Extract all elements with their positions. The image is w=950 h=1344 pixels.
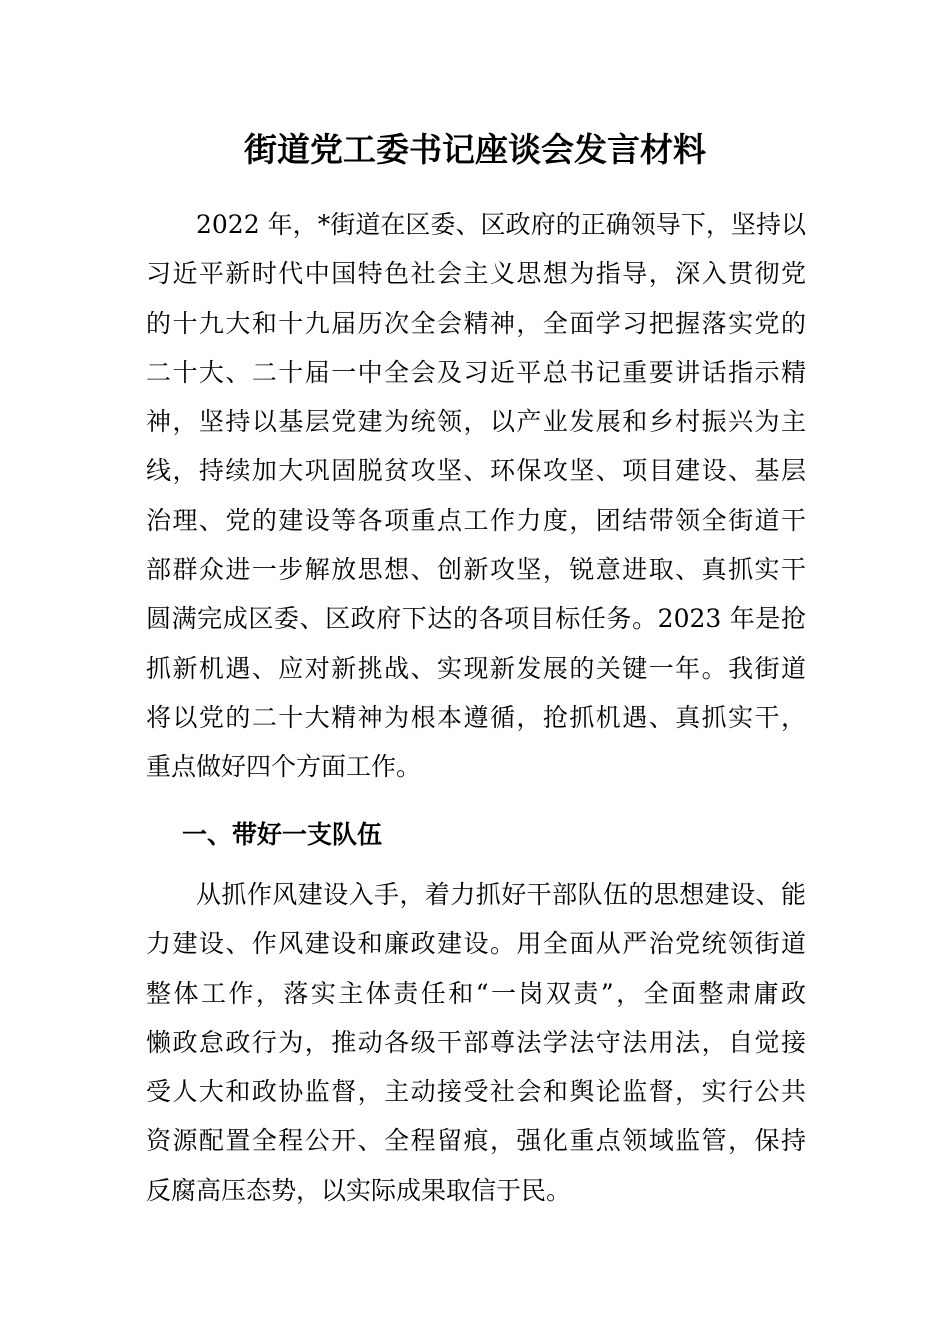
paragraph-line: 将以党的二十大精神为根本遵循，抢抓机遇、真抓实干， — [146, 702, 806, 732]
paragraph-line: 治理、党的建设等各项重点工作力度，团结带领全街道干 — [146, 505, 806, 535]
paragraph-line: 反腐高压态势，以实际成果取信于民。 — [146, 1175, 572, 1205]
paragraph-line: 资源配置全程公开、全程留痕，强化重点领域监管，保持 — [146, 1126, 806, 1156]
paragraph-line: 习近平新时代中国特色社会主义思想为指导，深入贯彻党 — [146, 259, 806, 289]
document-title: 街道党工委书记座谈会发言材料 — [244, 130, 706, 169]
paragraph-line: 线，持续加大巩固脱贫攻坚、环保攻坚、项目建设、基层 — [146, 456, 806, 486]
paragraph-line: 抓新机遇、应对新挑战、实现新发展的关键一年。我街道 — [146, 653, 806, 683]
paragraph-intro — [146, 200, 806, 792]
paragraph-line: 从抓作风建设入手，着力抓好干部队伍的思想建设、能 — [196, 880, 806, 909]
paragraph-line: 整体工作，落实主体责任和“一岗双责”，全面整肃庸政 — [146, 978, 806, 1008]
paragraph-line: 2022 年，*街道在区委、区政府的正确领导下，坚持以 — [196, 210, 806, 239]
paragraph-line: 神，坚持以基层党建为统领，以产业发展和乡村振兴为主 — [146, 407, 806, 437]
paragraph-line: 二十大、二十届一中全会及习近平总书记重要讲话指示精 — [146, 357, 806, 387]
section-heading-1: 一、带好一支队伍 — [182, 820, 383, 849]
paragraph-line: 部群众进一步解放思想、创新攻坚，锐意进取、真抓实干 — [146, 555, 806, 585]
paragraph-line: 力建设、作风建设和廉政建设。用全面从严治党统领街道 — [146, 929, 806, 959]
paragraph-section-1 — [146, 870, 806, 1215]
paragraph-line: 的十九大和十九届历次全会精神，全面学习把握落实党的 — [146, 308, 806, 338]
paragraph-line: 重点做好四个方面工作。 — [146, 752, 422, 782]
paragraph-line: 懒政怠政行为，推动各级干部尊法学法守法用法，自觉接 — [146, 1027, 806, 1057]
paragraph-line: 受人大和政协监督，主动接受社会和舆论监督，实行公共 — [146, 1077, 806, 1107]
paragraph-line: 圆满完成区委、区政府下达的各项目标任务。2023 年是抢 — [146, 604, 806, 634]
